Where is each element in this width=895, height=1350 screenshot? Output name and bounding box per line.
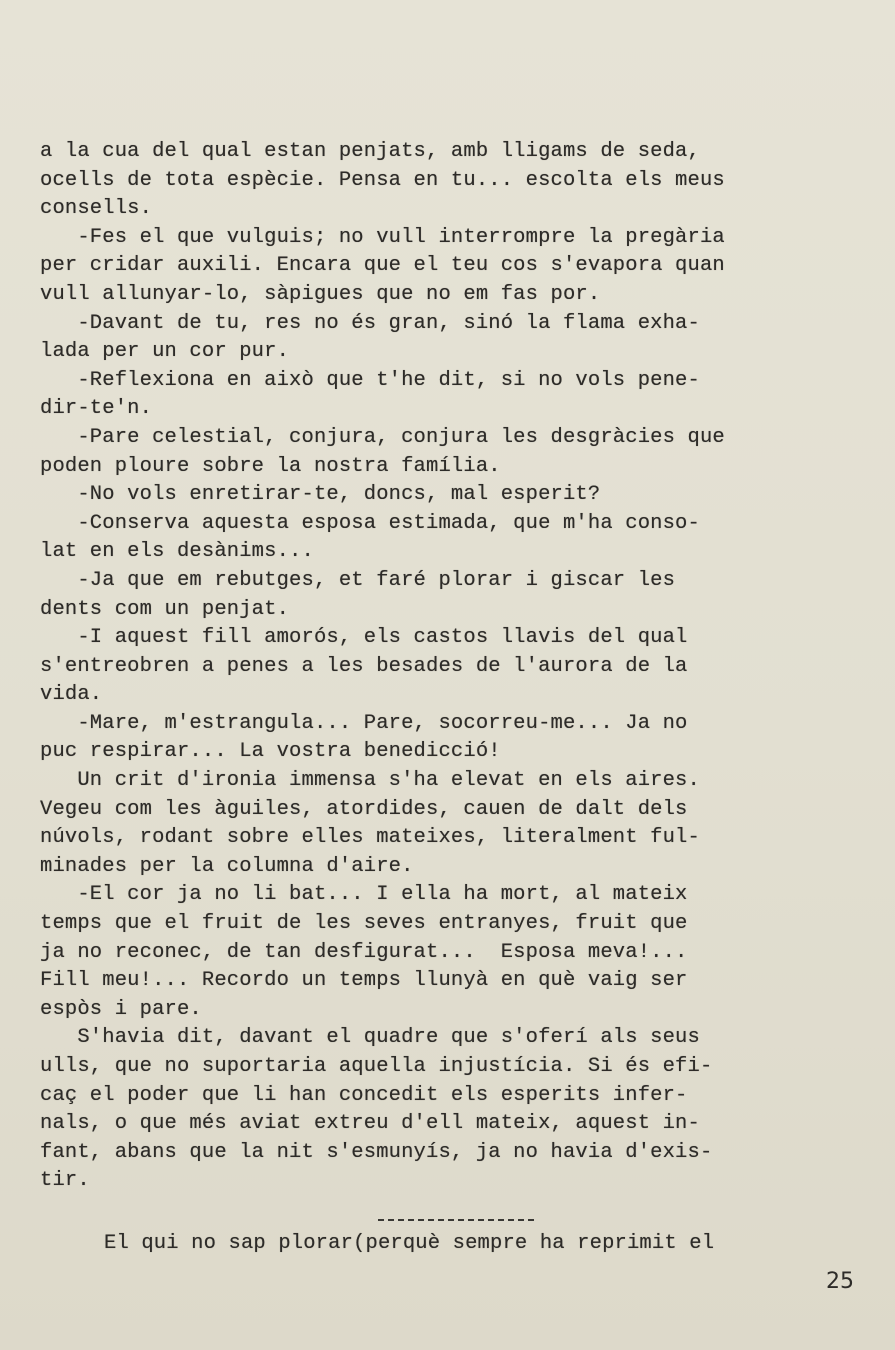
text-line: poden ploure sobre la nostra família. (40, 454, 501, 478)
text-line: consells. (40, 197, 153, 221)
text-line: vida. (40, 683, 103, 707)
text-line: fant, abans que la nit s'esmunyís, ja no havia d'exis- (40, 1140, 713, 1164)
text-line: dir-te'n. (40, 397, 153, 421)
text-line: núvols, rodant sobre elles mateixes, literalment ful- (40, 826, 700, 850)
text-line: -Mare, m'estrangula... Pare, socorreu-me... Ja no (40, 711, 688, 735)
next-section-first-line: El qui no sap plorar(perquè sempre ha reprimit el (104, 1232, 715, 1255)
text-line: -Pare celestial, conjura, conjura les desgràcies que (40, 425, 725, 449)
text-line: temps que el fruit de les seves entranyes, fruit que (40, 912, 688, 936)
text-line: Vegeu com les àguiles, atordides, cauen de dalt dels (40, 797, 688, 821)
text-line: s'entreobren a penes a les besades de l'aurora de la (40, 654, 688, 678)
text-line: -Davant de tu, res no és gran, sinó la flama exha- (40, 311, 700, 335)
text-line: -Conserva aquesta esposa estimada, que m'ha conso- (40, 511, 700, 535)
text-line: lada per un cor pur. (40, 340, 290, 364)
text-line: -Ja que em rebutges, et faré plorar i giscar les (40, 568, 676, 592)
text-line: -El cor ja no li bat... I ella ha mort, al mateix (40, 883, 688, 907)
text-line: per cridar auxili. Encara que el teu cos s'evapora quan (40, 254, 725, 278)
text-line: Fill meu!... Recordo un temps llunyà en què vaig ser (40, 969, 688, 993)
text-line: S'havia dit, davant el quadre que s'oferí als seus (40, 1026, 700, 1050)
text-line: caç el poder que li han concedit els esperits infer- (40, 1083, 688, 1107)
text-line: nals, o que més aviat extreu d'ell mateix, aquest in- (40, 1112, 700, 1136)
page-number: 25 (826, 1269, 854, 1294)
text-line: dents com un penjat. (40, 597, 290, 621)
text-line: ulls, que no suportaria aquella injustícia. Si és efi- (40, 1055, 713, 1078)
body-text (40, 138, 870, 1196)
text-line: a la cua del qual estan penjats, amb lligams de seda, (40, 140, 700, 163)
text-line: lat en els desànims... (40, 540, 314, 564)
text-line: -Reflexiona en això que t'he dit, si no vols pene- (40, 368, 700, 392)
text-line: -Fes el que vulguis; no vull interrompre la pregària (40, 225, 725, 249)
text-line: vull allunyar-lo, sàpigues que no em fas por. (40, 282, 601, 306)
text-line: ja no reconec, de tan desfigurat... Esposa meva!... (40, 940, 688, 964)
text-line: -I aquest fill amorós, els castos llavis del qual (40, 626, 688, 650)
text-line: tir. (40, 1169, 90, 1193)
text-line: -No vols enretirar-te, doncs, mal esperit? (40, 483, 601, 507)
text-line: ocells de tota espècie. Pensa en tu... escolta els meus (40, 168, 725, 192)
text-line: minades per la columna d'aire. (40, 854, 414, 878)
text-line: puc respirar... La vostra benedicció! (40, 740, 501, 764)
text-line: espòs i pare. (40, 997, 202, 1021)
section-separator (378, 1219, 534, 1221)
text-line: Un crit d'ironia immensa s'ha elevat en els aires. (40, 769, 700, 793)
